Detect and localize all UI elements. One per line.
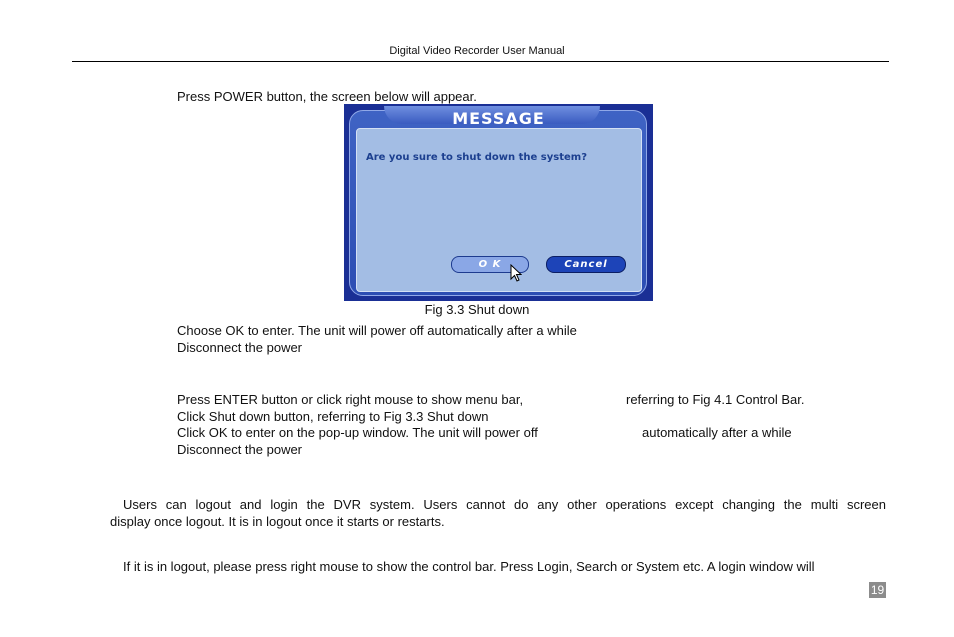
instruction-click-ok: Click OK to enter on the pop-up window. The unit will power off [177,425,538,440]
instruction-click-shutdown: Click Shut down button, referring to Fig 3.3 Shut down [177,409,489,424]
instruction-disconnect-1: Disconnect the power [177,340,303,355]
page-number: 19 [870,583,885,597]
cancel-button[interactable]: Cancel [546,256,626,273]
instruction-press-power: Press POWER button, the screen below will appear. [177,89,477,104]
dialog-title: MESSAGE [452,109,545,128]
header-title: Digital Video Recorder User Manual [389,45,565,57]
mouse-cursor-icon [510,264,522,282]
instruction-press-enter: Press ENTER button or click right mouse to show menu bar, [177,392,524,407]
logout-paragraph-line-2: display once logout. It is in logout once it starts or restarts. [110,514,445,529]
logout-paragraph [110,496,886,530]
header-rule [72,61,889,62]
instruction-disconnect-2: Disconnect the power [177,442,303,457]
instruction-choose-ok: Choose OK to enter. The unit will power off automatically after a while [177,323,577,338]
instruction-click-ok-tail: automatically after a while [642,425,792,440]
instruction-press-enter-ref: referring to Fig 4.1 Control Bar. [626,392,805,407]
figure-caption: Fig 3.3 Shut down [424,302,530,317]
ok-button[interactable]: O K [451,256,529,273]
dialog-question: Are you sure to shut down the system? [366,152,588,163]
login-paragraph: If it is in logout, please press right mouse to show the control bar. Press Login, Search or System etc. A login window will [123,559,815,574]
logout-paragraph-line-1: Users can logout and login the DVR system. Users cannot do any other operations except changing the multi screen [123,497,886,512]
shutdown-dialog-screenshot [344,104,653,301]
